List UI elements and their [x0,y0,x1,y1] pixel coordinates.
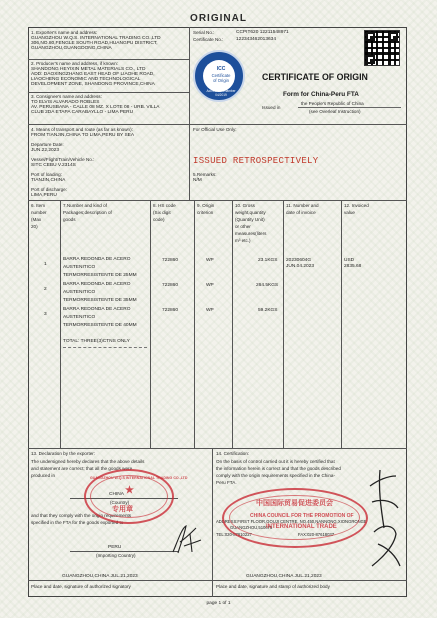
item-3-hs: 722860 [162,308,179,313]
certifier-tel: TEL:020-87610227 [216,532,252,537]
declaration-text-3: produced in [31,473,56,478]
fta-title: Form for China-Peru FTA [283,91,359,98]
item-1-number: 1 [44,262,47,267]
certifier-fax: FAX:020-87618037 [298,532,335,537]
importing-country-underline [70,551,178,552]
icc-certificate-badge-icon [193,50,245,102]
col10-header-6: m³ etc.) [235,238,251,243]
col10-header-1: 10. Gross [235,203,255,208]
certificate-number: 122343462013634 [236,37,277,42]
divider-official [189,124,407,125]
item-2-desc-2: AUSTENITICO [63,290,96,295]
serial-label: Serial No.: [193,30,215,35]
item-3-desc-3: TERMORRESISTENTE DE 40MM [63,323,137,328]
producer-label: 2. Producer's name and address, if known: [31,61,118,66]
divider-main-vertical-top [189,27,190,200]
col10-header-4: or other [235,224,251,229]
page-number: page 1 of 1 [206,601,231,606]
divider-col9 [194,200,195,448]
issuing-country: the People's Republic of China [301,101,364,106]
item-2-desc-3: TERMORRESISTENTE DE 35MM [63,298,137,303]
icc-top: ICC [216,66,226,72]
loading-port-label: Port of loading: [31,172,62,177]
exporter-signature-icon [170,522,204,556]
ccpit-seal-chinese: 中国国际贸易促进委员会 [256,500,333,507]
col10-header-3: (Quantity Unit) [235,217,265,222]
serial-number: CCPIT620 12211548971 [236,30,289,35]
producer-line-3: LIAOCHENG ECONOMIC AND TECHNOLOGICAL [31,77,141,82]
exporter-line-1: GUANGZHOU W.Q.S. INTERNATIONAL TRADING CO.,LTD [31,36,161,41]
consignee-line-1: TO ELVIS ALVARADO ROBLES [31,100,100,105]
divider-col10 [232,200,233,448]
col6-header-4: 20) [31,224,38,229]
qr-code-icon [364,30,400,66]
col12-header-1: 12. Invoiced [344,203,369,208]
divider-sign-left [28,580,212,581]
certifier-place-date: GUANGZHOU,CHINA JUL.21,2023 [246,574,322,579]
col12-header-2: value [344,210,355,215]
item-1-desc-3: TERMORRESISTENTE DE 25MM [63,273,137,278]
ccpit-seal-english-1: CHINA COUNCIL FOR THE PROMOTION OF [250,513,354,519]
certifier-address: ADDRESS:FIRST FLOOR,GOUJI CENTRE, NO.450,NANNONG,XIONGRONGE [216,519,367,524]
certification-text-4: Peru FTA. [216,480,237,485]
item-1-hs: 722860 [162,258,179,263]
icc-small: Accredited Chamber [206,89,236,93]
producer-line-1: SHANDONG HEYIXIN METAL MATERIALS CO., LTD [31,67,146,72]
col10-header-5: measures(liters [235,231,267,236]
origin-country-caption: (Country) [110,500,130,505]
certifier-signature-icon [364,462,404,572]
producer-line-4: DEVELOPMENT ZONE, SHANDONG PROVINCE,CHINA [31,82,155,87]
col10-header-2: weight,quantity [235,210,266,215]
item-3-desc-2: AUSTENITICO [63,315,96,320]
consignee-line-2: AV. PERUSBANA - CALLE 08 MZ. X LOTE 08 - URB. VILLA [31,105,160,110]
divider-sign-right [212,580,407,581]
issued-in-label: Issued in [262,105,281,110]
ccpit-seal [222,488,368,548]
original-heading: ORIGINAL [190,13,247,24]
certification-text-3: comply with the origin requirements specified in the China- [216,473,335,478]
icc-bottom: of Origin [213,78,229,83]
item-3-number: 3 [44,312,47,317]
item-2-weight: 264.5KGS [256,283,279,288]
col8-header-1: 8. HS code [153,203,176,208]
certifier-sign-caption: Place and date, signature and stamp of authorized body [216,584,330,589]
exporter-label: 1. Exporter's name and address: [31,30,98,35]
item-2-criterion: WP [206,283,214,288]
divider-col7 [60,200,61,448]
col9-header-1: 9. Origin [197,203,215,208]
ccpit-seal-english-2: INTERNATIONAL TRADE [266,524,337,530]
divider-box13-14 [212,448,213,597]
overleaf-instruction: (see Overleaf Instruction) [309,109,361,114]
loading-port: TIANJIN,CHINA [31,178,66,183]
declaration-text-4: and that they comply with the origin requirements [31,513,132,518]
importing-country-caption: (Importing Country) [96,553,136,558]
exporter-line-2: 306,NO.80,FENGLE SOUTH ROAD,HUANGPU DISTRICT, [31,41,158,46]
col8-header-3: code) [153,217,165,222]
certifier-address-2: GUANGZHOU,510075 [230,525,273,530]
divider-table-bottom [28,448,407,449]
divider-col11 [283,200,284,448]
item-1-desc-1: BARRA REDONDA DE ACERO [63,257,131,262]
col11-header-1: 11. Number and [286,203,319,208]
divider-box1 [28,59,189,60]
producer-line-2: ADD: DAOXINGZHANG EAST HEAD OF LIAOHE ROAD, [31,72,155,77]
declaration-label: 13. Declaration by the exporter: [31,451,96,456]
divider-col12 [341,200,342,448]
departure-label: Departure Date: [31,142,64,147]
transport-label: 4. Means of transport and route (as far as known): [31,127,133,132]
col6-header-3: (Max [31,217,42,222]
item-1-criterion: WP [206,258,214,263]
certification-label: 14. Certification: [216,451,250,456]
invoice-currency: USD [344,258,355,263]
item-2-number: 2 [44,287,47,292]
divider-col8 [150,200,151,448]
issued-in-underline [298,107,401,108]
col7-header-1: 7.Number and kind of [63,203,107,208]
col8-header-2: (Six digit [153,210,171,215]
vessel-label: Vessel/Flight/Train/Vehicle No.: [31,157,95,162]
issued-retrospectively-stamp: ISSUED RETROSPECTIVELY [193,156,319,166]
declaration-text-2: and statement are correct; that all the goods were [31,466,133,471]
company-seal-star-icon: ★ [125,485,134,496]
discharge-port: LIMA,PERU [31,193,57,198]
exporter-sign-caption: Place and date, signature of authorized signatory [31,584,131,589]
total-packages: TOTAL: THREE(3)CTNS ONLY [63,339,130,344]
col7-header-3: goods [63,217,76,222]
col6-header-1: 6. Item [31,203,46,208]
remarks-label: 5.Remarks: [193,172,217,177]
item-3-criterion: WP [206,308,214,313]
company-seal-center: 专用章 [112,506,133,513]
company-seal-ring: GUANGZHOU W.Q.S INTERNATIONAL TRADING CO.,LTD [90,476,188,480]
divider-box2 [28,92,189,93]
transport-route: FROM TIANJIN,CHINA TO LIMA,PERU BY SEA [31,133,135,138]
item-1-weight: 23.1KGS [258,258,278,263]
consignee-label: 3. Consignee's name and address: [31,94,102,99]
invoice-date: JUN.04.2023 [286,264,314,269]
total-stars-line [63,347,147,348]
consignee-line-3: CLUB 2DA ETAPA CARABAYLLO - LIMA PERU [31,110,134,115]
certificate-title: CERTIFICATE OF ORIGIN [262,72,368,82]
icc-code: 04/2019 [215,93,227,97]
invoice-value: 2835.68 [344,264,362,269]
invoice-number: 20230604G [286,258,312,263]
exporter-place-date: GUANGZHOU,CHINA JUL.21,2023 [62,574,138,579]
item-1-desc-2: AUSTENITICO [63,265,96,270]
declaration-text-1: The undersigned hereby declares that the above details [31,459,145,464]
col7-header-2: Packages;description of [63,210,112,215]
discharge-port-label: Port of discharge: [31,187,68,192]
col11-header-2: date of invoice [286,210,316,215]
importing-country: PERU [108,545,122,550]
departure-date: JUN.22,2023 [31,148,59,153]
col6-header-2: number [31,210,47,215]
vessel-number: SITC CEBU V.2314S [31,163,76,168]
exporter-line-3: GUANGZHOU,GUANGDONG,CHINA [31,46,112,51]
official-use-label: For Official Use Only: [193,127,237,132]
certification-text-2: the information herein is correct and that the goods described [216,466,341,471]
certification-text-1: On the basis of control carried out it is hereby certified that [216,459,335,464]
icc-mid: Certificate [211,73,231,78]
declaration-text-5: specified in the FTA for the goods exported to [31,520,124,525]
divider-table-top [28,200,407,201]
item-2-desc-1: BARRA REDONDA DE ACERO [63,282,131,287]
origin-country: CHINA [109,492,124,497]
certificate-number-label: Certificate No.: [193,37,224,42]
item-3-desc-1: BARRA REDONDA DE ACERO [63,307,131,312]
company-seal [84,469,188,524]
col9-header-2: criterion [197,210,214,215]
item-3-weight: 59.2KGS [258,308,278,313]
item-2-hs: 722860 [162,283,179,288]
divider-box3 [28,124,189,125]
remarks-value: N/M [193,178,202,183]
